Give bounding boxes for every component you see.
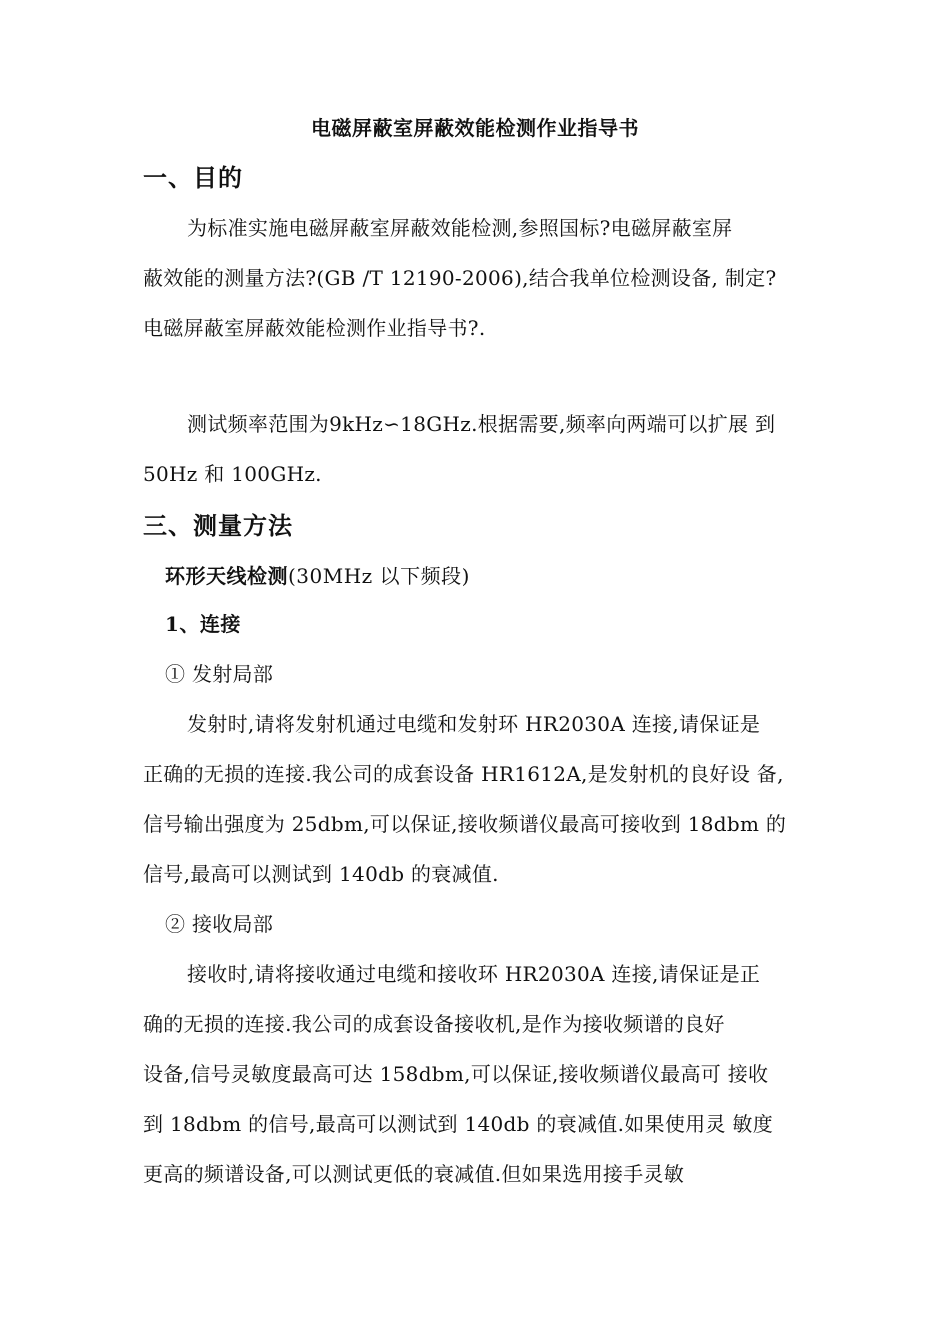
- purpose-line-1: 为标准实施电磁屏蔽室屏蔽效能检测,参照国标?电磁屏蔽室屏: [187, 216, 733, 240]
- receive-line-1: 接收时,请将接收通过电缆和接收环 HR2030A 连接,请保证是正: [187, 962, 761, 986]
- transmit-line-2: 正确的无损的连接.我公司的成套设备 HR1612A,是发射机的良好设 备,: [143, 762, 784, 786]
- step-connect-label: 1、连接: [165, 612, 241, 636]
- receive-line-4: 到 18dbm 的信号,最高可以测试到 140db 的衰减值.如果使用灵 敏度: [143, 1112, 773, 1136]
- transmit-line-1: 发射时,请将发射机通过电缆和发射环 HR2030A 连接,请保证是: [187, 712, 761, 736]
- receive-line-5: 更高的频谱设备,可以测试更低的衰减值.但如果选用接手灵敏: [143, 1162, 685, 1186]
- receive-label: ② 接收局部: [165, 912, 274, 936]
- section-heading-purpose: 一、目的: [143, 163, 243, 192]
- receive-line-2: 确的无损的连接.我公司的成套设备接收机,是作为接收频谱的良好: [143, 1012, 725, 1036]
- purpose-line-2: 蔽效能的测量方法?(GB /T 12190-2006),结合我单位检测设备, 制定?: [143, 266, 777, 290]
- step-connect-heading: [165, 608, 241, 637]
- transmit-line-3: 信号输出强度为 25dbm,可以保证,接收频谱仪最高可接收到 18dbm 的: [143, 812, 787, 836]
- transmit-line-4: 信号,最高可以测试到 140db 的衰减值.: [143, 862, 499, 886]
- document-title: 电磁屏蔽室屏蔽效能检测作业指导书: [311, 116, 639, 140]
- range-line-2: 50Hz 和 100GHz.: [143, 462, 322, 486]
- purpose-line-3: 电磁屏蔽室屏蔽效能检测作业指导书?.: [143, 316, 486, 340]
- transmit-label: ① 发射局部: [165, 662, 274, 686]
- method-subheading-bold: 环形天线检测: [165, 564, 288, 588]
- range-line-1: 测试频率范围为9kHz∽18GHz.根据需要,频率向两端可以扩展 到: [187, 412, 776, 436]
- method-subheading: [165, 560, 470, 589]
- method-subheading-rest: (30MHz 以下频段): [288, 564, 470, 588]
- section-heading-method: 三、测量方法: [143, 511, 293, 540]
- receive-line-3: 设备,信号灵敏度最高可达 158dbm,可以保证,接收频谱仪最高可 接收: [143, 1062, 769, 1086]
